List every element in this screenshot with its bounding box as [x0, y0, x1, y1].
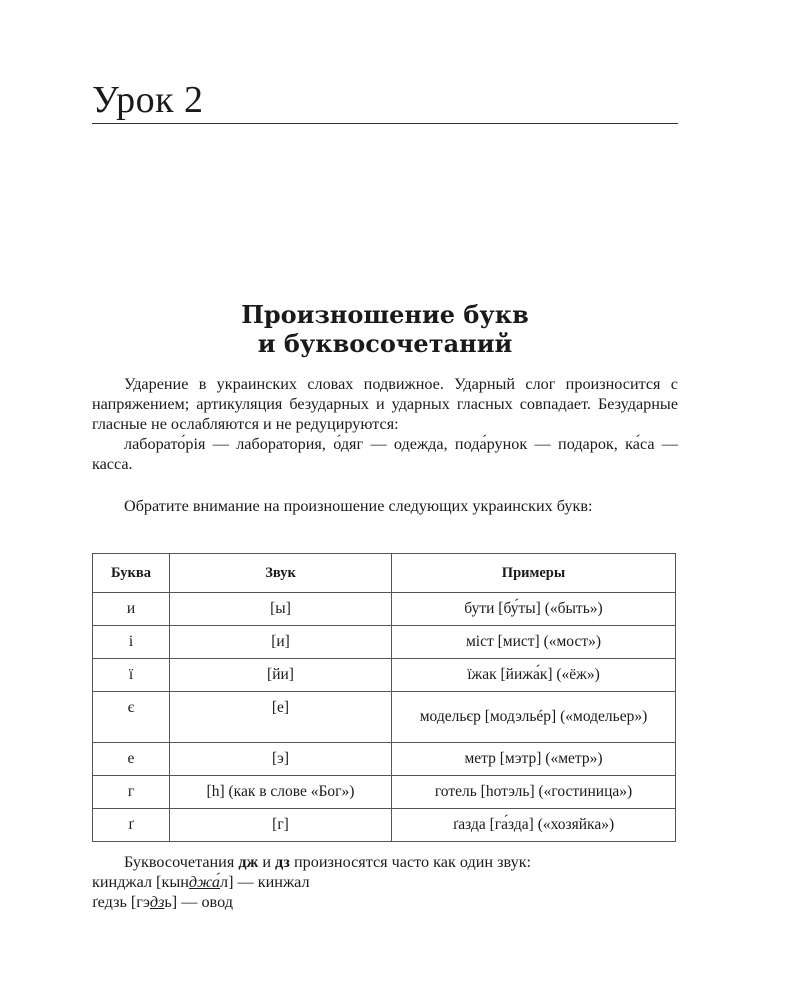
- letters-table: [92, 553, 676, 842]
- intro-block: [92, 374, 678, 474]
- section-title-line-2: и буквосочетаний: [257, 329, 513, 358]
- cell-sound: [ы]: [170, 593, 392, 626]
- cell-example: міст [мист] («мост»): [392, 626, 676, 659]
- cell-sound: [е]: [170, 692, 392, 743]
- cell-letter: є: [93, 692, 170, 743]
- example-2-underlined: дз: [149, 893, 165, 911]
- combo-dzh: дж: [238, 853, 259, 871]
- example-1-word: кинджал [кын: [92, 873, 189, 891]
- cell-example: готель [hотэль] («гостиница»): [392, 776, 676, 809]
- title-divider: [92, 123, 678, 124]
- combo-dz: дз: [275, 853, 290, 871]
- example-1-underlined: джа́: [188, 873, 220, 891]
- table-row: [93, 626, 676, 659]
- combinations-and: и: [258, 853, 276, 871]
- cell-sound: [г]: [170, 809, 392, 842]
- section-title-line-1: Произношение букв: [241, 300, 529, 329]
- cell-example: їжак [йижа́к] («ёж»): [392, 659, 676, 692]
- cell-letter: ї: [93, 659, 170, 692]
- intro-paragraph: Ударение в украинских словах подвижное. Ударный слог произносится с напряжением; артикуляция безударных и ударных гласных совпадает. Безударные гласные не ослабляются и не редуцируются:: [92, 375, 678, 433]
- cell-letter: г: [93, 776, 170, 809]
- cell-letter: ґ: [93, 809, 170, 842]
- cell-example: бути [бу́ты] («быть»): [392, 593, 676, 626]
- combinations-block: [92, 852, 678, 912]
- cell-example: ґазда [га́зда] («хозяйка»): [392, 809, 676, 842]
- header-sound: Звук: [170, 554, 392, 593]
- notice-paragraph: Обратите внимание на произношение следующих украинских букв:: [124, 497, 593, 515]
- table-row: [93, 593, 676, 626]
- combination-example-2: [92, 892, 678, 912]
- table-header-row: [93, 554, 676, 593]
- cell-sound: [йи]: [170, 659, 392, 692]
- cell-letter: і: [93, 626, 170, 659]
- notice-block: [92, 496, 678, 516]
- example-2-rest: ь] — овод: [164, 893, 233, 911]
- table-row: [93, 743, 676, 776]
- cell-sound: [э]: [170, 743, 392, 776]
- table-row: [93, 809, 676, 842]
- combinations-intro-end: произносятся часто как один звук:: [289, 853, 532, 871]
- table-row: [93, 776, 676, 809]
- combinations-intro: [92, 852, 678, 872]
- header-examples: Примеры: [392, 554, 676, 593]
- cell-letter: е: [93, 743, 170, 776]
- cell-sound: [и]: [170, 626, 392, 659]
- section-title: [92, 300, 678, 358]
- header-letter: Буква: [93, 554, 170, 593]
- table-row: [93, 692, 676, 743]
- combination-example-1: [92, 872, 678, 892]
- lesson-title: Урок 2: [92, 79, 204, 121]
- cell-sound: [h] (как в слове «Бог»): [170, 776, 392, 809]
- stress-examples: лаборато́рія — лаборатория, о́дяг — одежда, пода́рунок — подарок, ка́са — касса.: [92, 435, 678, 473]
- cell-example: модельєр [модэльéр] («модельер»): [392, 692, 676, 743]
- table-row: [93, 659, 676, 692]
- example-1-rest: л] — кинжал: [220, 873, 310, 891]
- cell-letter: и: [93, 593, 170, 626]
- example-2-word: ґедзь [гэ: [92, 893, 150, 911]
- combinations-intro-start: Буквосочетания: [124, 853, 239, 871]
- cell-example: метр [мэтр] («метр»): [392, 743, 676, 776]
